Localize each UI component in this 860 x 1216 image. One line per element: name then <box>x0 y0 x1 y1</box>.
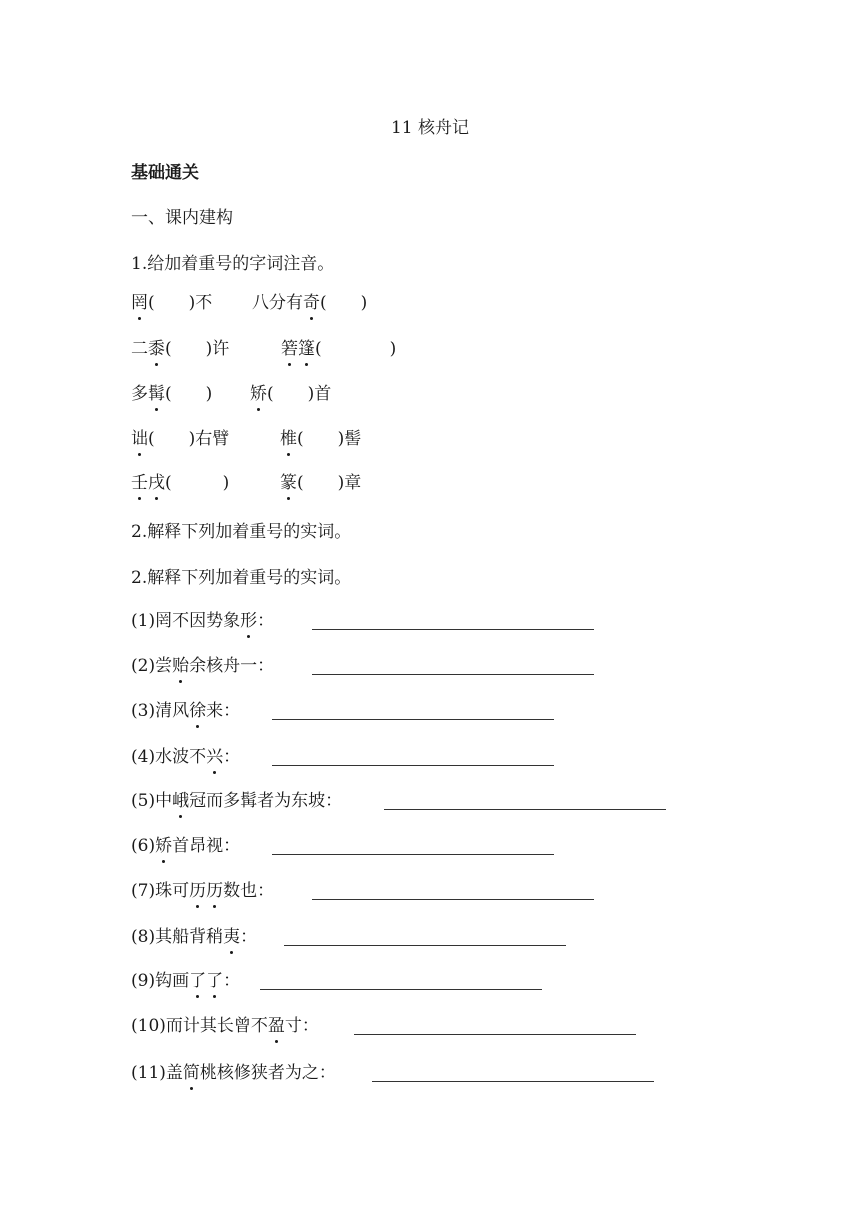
answer-parentheses: ( ) <box>165 384 213 404</box>
emphasis-char: 历 <box>189 881 207 901</box>
answer-blank[interactable] <box>312 883 594 900</box>
emphasis-char: 罔 <box>131 293 148 313</box>
pinyin-item <box>131 428 229 450</box>
answer-blank[interactable] <box>272 703 554 720</box>
answer-blank[interactable] <box>260 973 542 990</box>
pinyin-item <box>280 428 361 450</box>
emphasis-char: 徐 <box>189 701 207 721</box>
emphasized-word <box>183 1063 200 1083</box>
answer-blank[interactable] <box>284 929 566 946</box>
answer-parentheses: ( )右臂 <box>148 429 230 449</box>
answer-parentheses: ( )不 <box>148 293 213 313</box>
item-text: 二 <box>131 339 148 359</box>
item-text: 数也： <box>223 881 275 901</box>
pinyin-item <box>131 338 229 360</box>
definition-item <box>131 1015 319 1037</box>
emphasized-word <box>189 971 223 991</box>
emphasized-word <box>131 473 165 493</box>
item-text: (8)其船背稍 <box>131 927 224 947</box>
pinyin-item <box>281 338 396 360</box>
definition-item <box>131 970 240 992</box>
emphasis-char: 形 <box>240 611 258 631</box>
emphasized-word <box>155 836 172 856</box>
answer-blank[interactable] <box>272 749 554 766</box>
pinyin-item <box>280 472 361 494</box>
emphasis-char: 夷 <box>223 927 241 947</box>
item-text: 余核舟一： <box>189 656 275 676</box>
emphasized-word <box>280 473 297 493</box>
answer-parentheses: ( ) <box>320 293 368 313</box>
emphasis-char: 贻 <box>172 656 190 676</box>
emphasis-char: 黍 <box>148 339 165 359</box>
item-text: (11)盖 <box>131 1063 183 1083</box>
pinyin-item <box>252 292 367 314</box>
definition-item <box>131 700 240 722</box>
item-text: ： <box>223 971 241 991</box>
emphasis-char: 椎 <box>280 429 297 449</box>
emphasis-char: 篆 <box>280 473 297 493</box>
definition-item <box>131 926 257 948</box>
emphasis-char: 箬 <box>281 339 298 359</box>
item-text: (10)而计其长曾不 <box>131 1016 268 1036</box>
item-text: (1)罔不因势象 <box>131 611 241 631</box>
emphasis-char: 诎 <box>131 429 148 449</box>
answer-blank[interactable] <box>384 793 666 810</box>
definition-item <box>131 880 274 902</box>
emphasis-char: 峨 <box>172 791 190 811</box>
definition-item <box>131 655 274 677</box>
pinyin-item <box>131 383 212 405</box>
definition-item <box>131 1062 336 1084</box>
emphasized-word <box>250 384 267 404</box>
definition-item <box>131 610 274 632</box>
answer-blank[interactable] <box>312 613 594 630</box>
answer-blank[interactable] <box>272 838 554 855</box>
answer-parentheses: ( )首 <box>267 384 332 404</box>
emphasis-char: 戌 <box>148 473 165 493</box>
emphasized-word <box>131 293 148 313</box>
item-text: 来： <box>206 701 241 721</box>
pinyin-item <box>131 292 212 314</box>
pinyin-item <box>250 383 331 405</box>
emphasized-word <box>172 656 189 676</box>
emphasized-word <box>206 747 223 767</box>
emphasis-char: 篷 <box>298 339 315 359</box>
answer-parentheses: ( )许 <box>165 339 230 359</box>
emphasized-word <box>268 1016 285 1036</box>
definition-item <box>131 746 240 768</box>
emphasized-word <box>131 429 148 449</box>
emphasized-word <box>280 429 297 449</box>
item-text: (6) <box>131 836 156 856</box>
answer-parentheses: ( )章 <box>297 473 362 493</box>
emphasized-word <box>303 293 320 313</box>
answer-parentheses: ( )髻 <box>297 429 362 449</box>
emphasis-char: 壬 <box>131 473 148 493</box>
item-text: 桃核修狭者为之： <box>199 1063 336 1083</box>
item-text: 多 <box>131 384 148 404</box>
emphasized-word <box>240 611 257 631</box>
emphasized-word <box>189 701 206 721</box>
item-text: 首昂视： <box>172 836 241 856</box>
answer-blank[interactable] <box>354 1018 636 1035</box>
question-1-prompt: 1.给加着重号的字词注音。 <box>131 254 335 274</box>
item-text: (9)钩画 <box>131 971 190 991</box>
emphasis-char: 历 <box>206 881 224 901</box>
item-text: 寸： <box>284 1016 319 1036</box>
question-2-prompt-repeat: 2.解释下列加着重号的实词。 <box>131 568 352 588</box>
emphasis-char: 了 <box>189 971 207 991</box>
emphasis-char: 奇 <box>303 293 320 313</box>
item-text: ： <box>240 927 258 947</box>
answer-blank[interactable] <box>312 658 594 675</box>
item-text: (4)水波不 <box>131 747 207 767</box>
item-text: 八分有 <box>252 293 303 313</box>
part-heading: 一、课内建构 <box>131 208 233 228</box>
emphasized-word <box>223 927 240 947</box>
answer-parentheses: ( ) <box>315 339 397 359</box>
pinyin-item <box>131 472 229 494</box>
answer-blank[interactable] <box>372 1065 654 1082</box>
emphasis-char: 简 <box>182 1063 200 1083</box>
emphasized-word <box>281 339 315 359</box>
emphasized-word <box>148 384 165 404</box>
emphasis-char: 了 <box>206 971 224 991</box>
definition-item <box>131 790 342 812</box>
emphasis-char: 矫 <box>155 836 173 856</box>
item-text: 冠而多髯者为东坡： <box>189 791 343 811</box>
emphasis-char: 髯 <box>148 384 165 404</box>
emphasis-char: 兴 <box>206 747 224 767</box>
section-heading: 基础通关 <box>131 163 199 183</box>
emphasized-word <box>172 791 189 811</box>
emphasis-char: 盈 <box>267 1016 285 1036</box>
definition-item <box>131 835 240 857</box>
item-text: (5)中 <box>131 791 173 811</box>
item-text: ： <box>257 611 275 631</box>
emphasized-word <box>189 881 223 901</box>
item-text: (2)尝 <box>131 656 173 676</box>
answer-parentheses: ( ) <box>165 473 230 493</box>
item-text: (7)珠可 <box>131 881 190 901</box>
question-2-prompt: 2.解释下列加着重号的实词。 <box>131 522 352 542</box>
item-text: ： <box>223 747 241 767</box>
emphasis-char: 矫 <box>250 384 267 404</box>
page-title: 11 核舟记 <box>390 118 470 138</box>
item-text: (3)清风 <box>131 701 190 721</box>
emphasized-word <box>148 339 165 359</box>
